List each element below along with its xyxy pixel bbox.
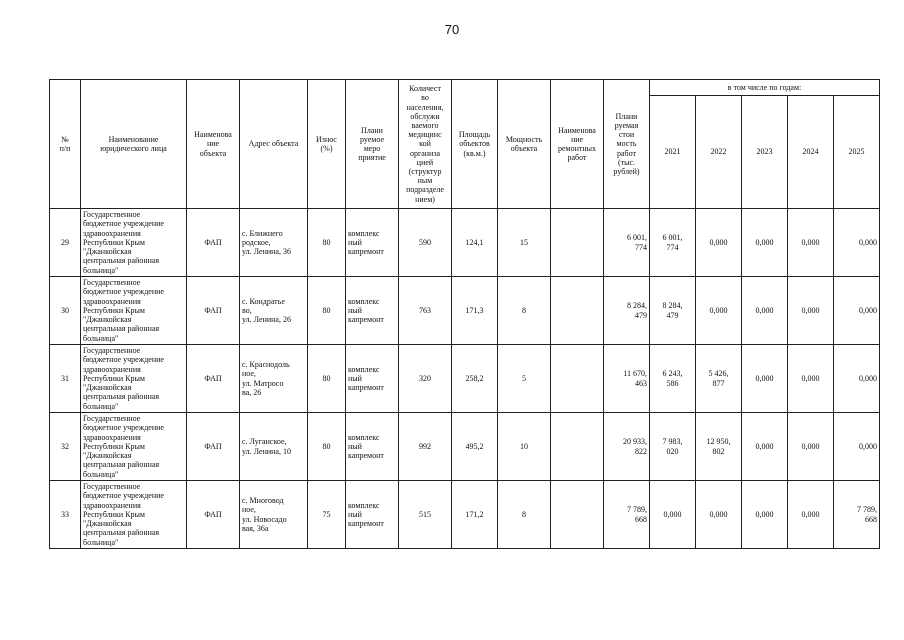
header-wear: Износ (%): [308, 80, 346, 209]
cell-planned-measure: комплекс ный капремонт: [346, 413, 399, 481]
cell-object-name: ФАП: [187, 345, 240, 413]
cell-repair-name: [551, 277, 604, 345]
cell-num: 31: [50, 345, 81, 413]
cell-year-2021: 0,000: [650, 481, 696, 549]
cell-repair-name: [551, 413, 604, 481]
cell-year-2022: 0,000: [696, 277, 742, 345]
cell-population: 763: [399, 277, 452, 345]
header-year-2025: 2025: [834, 96, 880, 209]
cell-capacity: 15: [498, 209, 551, 277]
cell-area: 258,2: [452, 345, 498, 413]
cell-address: с. Краснодоль ное, ул. Матросо ва, 26: [240, 345, 308, 413]
cell-year-2024: 0,000: [788, 413, 834, 481]
header-population: Количест во населения, обслужи ваемого медицинс кой организа цией (структур ным подразделе нием): [399, 80, 452, 209]
cell-planned-cost: 11 670, 463: [604, 345, 650, 413]
cell-wear: 80: [308, 209, 346, 277]
header-area: Площадь объектов (кв.м.): [452, 80, 498, 209]
header-legal-entity: Наименование юридического лица: [81, 80, 187, 209]
cell-planned-measure: комплекс ный капремонт: [346, 209, 399, 277]
cell-object-name: ФАП: [187, 481, 240, 549]
header-capacity: Мощность объекта: [498, 80, 551, 209]
header-by-years: в том числе по годам:: [650, 80, 880, 96]
header-year-2022: 2022: [696, 96, 742, 209]
table-row: [50, 413, 880, 481]
cell-year-2025: 0,000: [834, 277, 880, 345]
header-row-top: [50, 80, 880, 96]
header-planned-measure: Плани руемое меро приятие: [346, 80, 399, 209]
cell-num: 30: [50, 277, 81, 345]
cell-object-name: ФАП: [187, 277, 240, 345]
cell-year-2022: 0,000: [696, 209, 742, 277]
cell-legal-entity: Государственное бюджетное учреждение здравоохранения Республики Крым "Джанкойская центральная районная больница": [81, 413, 187, 481]
cell-year-2023: 0,000: [742, 413, 788, 481]
cell-num: 33: [50, 481, 81, 549]
cell-area: 495,2: [452, 413, 498, 481]
header-year-2021: 2021: [650, 96, 696, 209]
cell-year-2021: 7 983, 020: [650, 413, 696, 481]
cell-legal-entity: Государственное бюджетное учреждение здравоохранения Республики Крым "Джанкойская центральная районная больница": [81, 345, 187, 413]
cell-legal-entity: Государственное бюджетное учреждение здравоохранения Республики Крым "Джанкойская центральная районная больница": [81, 277, 187, 345]
table-row: [50, 277, 880, 345]
cell-population: 515: [399, 481, 452, 549]
cell-planned-measure: комплекс ный капремонт: [346, 277, 399, 345]
table-body: [50, 209, 880, 549]
cell-population: 590: [399, 209, 452, 277]
table-row: [50, 209, 880, 277]
header-address: Адрес объекта: [240, 80, 308, 209]
cell-address: с. Ближнего родское, ул. Ленина, 36: [240, 209, 308, 277]
table-row: [50, 481, 880, 549]
cell-year-2025: 0,000: [834, 345, 880, 413]
cell-year-2023: 0,000: [742, 345, 788, 413]
repair-registry-table: [49, 79, 880, 549]
cell-num: 32: [50, 413, 81, 481]
cell-address: с. Луганское, ул. Ленина, 10: [240, 413, 308, 481]
cell-planned-cost: 7 789, 668: [604, 481, 650, 549]
cell-year-2023: 0,000: [742, 209, 788, 277]
cell-num: 29: [50, 209, 81, 277]
cell-year-2021: 8 284, 479: [650, 277, 696, 345]
cell-wear: 75: [308, 481, 346, 549]
header-repair-name: Наименова ние ремонтных работ: [551, 80, 604, 209]
cell-planned-measure: комплекс ный капремонт: [346, 481, 399, 549]
header-num: № п/п: [50, 80, 81, 209]
cell-year-2022: 0,000: [696, 481, 742, 549]
cell-year-2024: 0,000: [788, 277, 834, 345]
cell-year-2023: 0,000: [742, 481, 788, 549]
cell-area: 171,3: [452, 277, 498, 345]
table-row: [50, 345, 880, 413]
cell-population: 320: [399, 345, 452, 413]
cell-year-2025: 0,000: [834, 413, 880, 481]
cell-area: 171,2: [452, 481, 498, 549]
cell-wear: 80: [308, 277, 346, 345]
header-object-name: Наименова ние объекта: [187, 80, 240, 209]
cell-planned-cost: 6 001, 774: [604, 209, 650, 277]
cell-repair-name: [551, 345, 604, 413]
cell-area: 124,1: [452, 209, 498, 277]
cell-wear: 80: [308, 345, 346, 413]
cell-capacity: 8: [498, 277, 551, 345]
cell-planned-cost: 8 284, 479: [604, 277, 650, 345]
cell-year-2024: 0,000: [788, 345, 834, 413]
cell-year-2024: 0,000: [788, 209, 834, 277]
cell-planned-cost: 20 933, 822: [604, 413, 650, 481]
cell-planned-measure: комплекс ный капремонт: [346, 345, 399, 413]
cell-year-2022: 5 426, 877: [696, 345, 742, 413]
cell-repair-name: [551, 209, 604, 277]
cell-year-2021: 6 001, 774: [650, 209, 696, 277]
cell-capacity: 10: [498, 413, 551, 481]
cell-legal-entity: Государственное бюджетное учреждение здравоохранения Республики Крым "Джанкойская центральная районная больница": [81, 481, 187, 549]
cell-year-2022: 12 950, 802: [696, 413, 742, 481]
cell-capacity: 5: [498, 345, 551, 413]
cell-year-2021: 6 243, 586: [650, 345, 696, 413]
cell-population: 992: [399, 413, 452, 481]
cell-address: с. Многовод ное, ул. Новосадо вая, 36а: [240, 481, 308, 549]
header-year-2023: 2023: [742, 96, 788, 209]
cell-address: с. Кондратье во, ул. Ленина, 26: [240, 277, 308, 345]
cell-year-2023: 0,000: [742, 277, 788, 345]
cell-legal-entity: Государственное бюджетное учреждение здравоохранения Республики Крым "Джанкойская центральная районная больница": [81, 209, 187, 277]
cell-year-2025: 0,000: [834, 209, 880, 277]
header-planned-cost: Плани руемая стои мость работ (тыс. рублей): [604, 80, 650, 209]
cell-wear: 80: [308, 413, 346, 481]
cell-capacity: 8: [498, 481, 551, 549]
cell-year-2024: 0,000: [788, 481, 834, 549]
header-year-2024: 2024: [788, 96, 834, 209]
cell-repair-name: [551, 481, 604, 549]
page-number: 70: [444, 22, 460, 37]
cell-object-name: ФАП: [187, 209, 240, 277]
cell-object-name: ФАП: [187, 413, 240, 481]
cell-year-2025: 7 789, 668: [834, 481, 880, 549]
